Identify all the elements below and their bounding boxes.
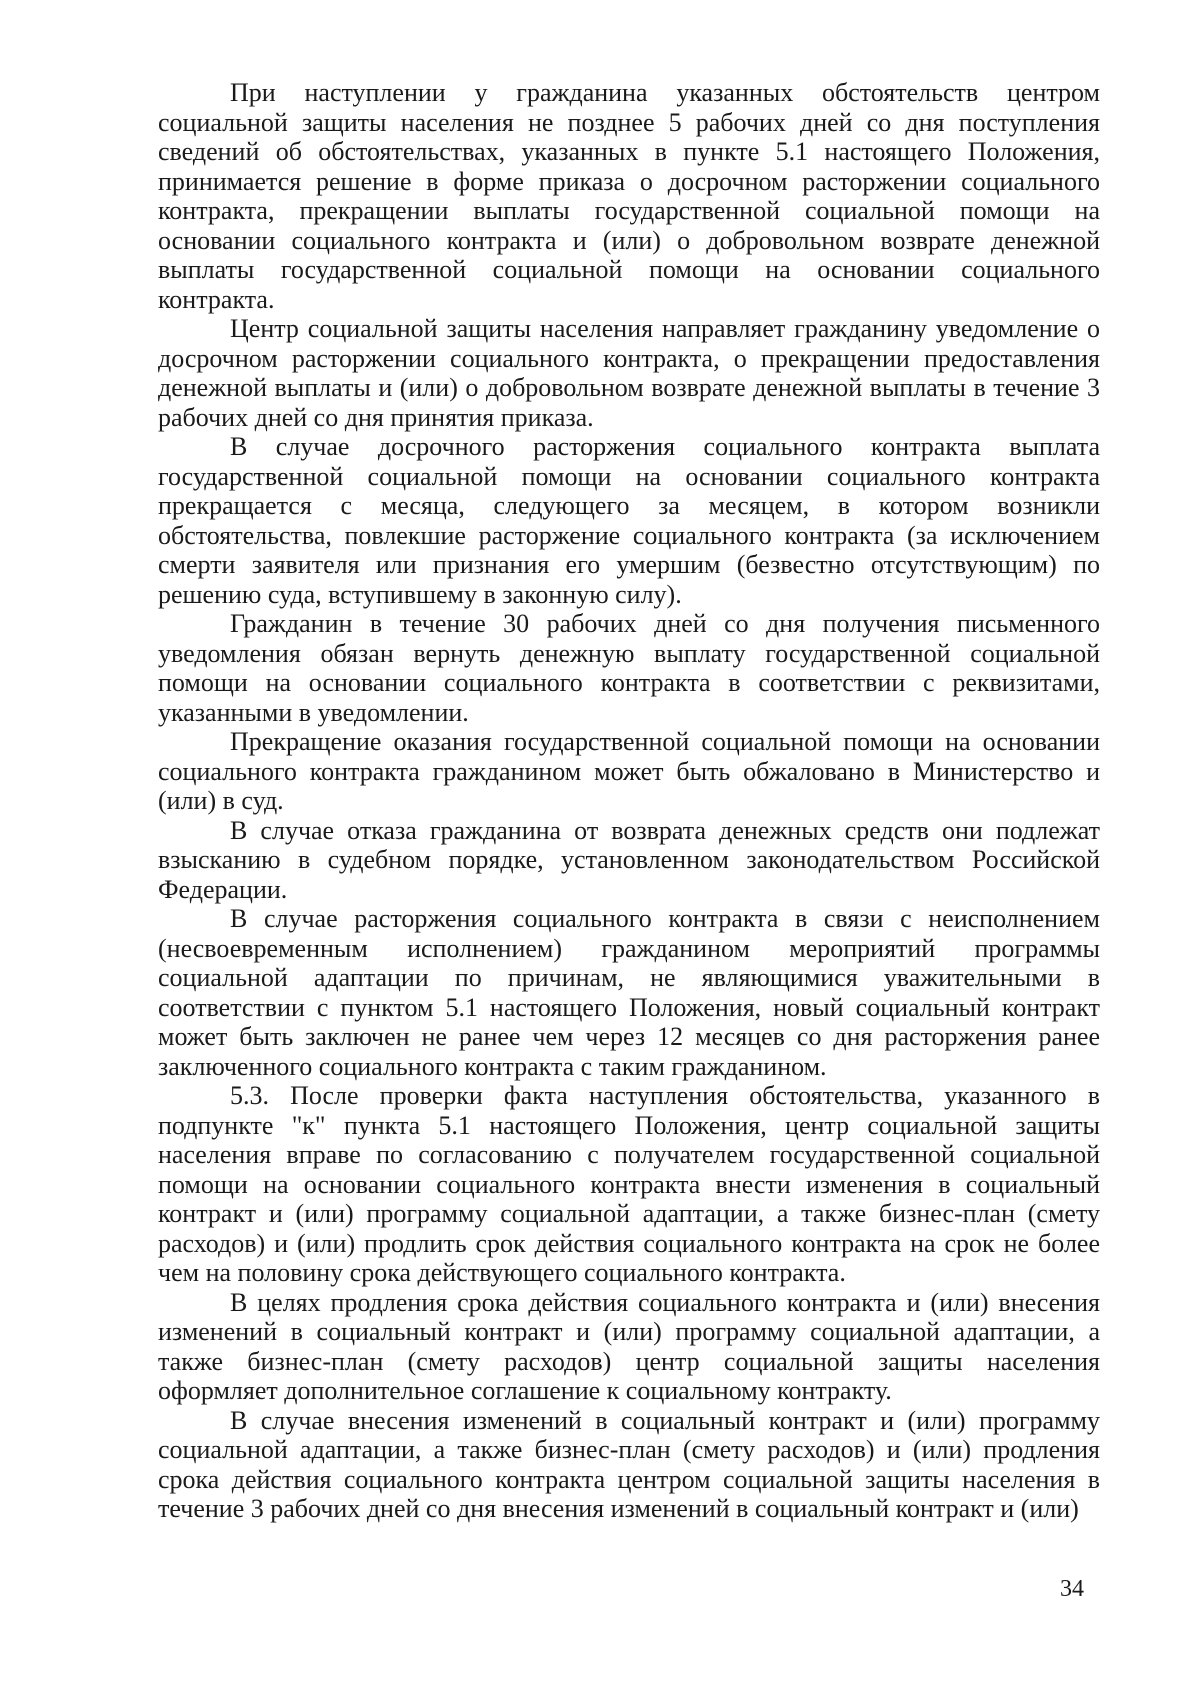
paragraph: При наступлении у гражданина указанных обстоятельств центром социальной защиты населения не позднее 5 рабочих дней со дня поступления сведений об обстоятельствах, указанных в пункте 5.1 настоящего Положения, принимается решение в форме приказа о досрочном расторжении социального контракта, прекращении выплаты государственной социальной помощи на основании социального контракта и (или) о добровольном возврате денежной выплаты государственной социальной помощи на основании социального контракта.: [158, 78, 1100, 314]
page-number: 34: [1060, 1576, 1084, 1602]
paragraph: Гражданин в течение 30 рабочих дней со дня получения письменного уведомления обязан вернуть денежную выплату государственной социальной помощи на основании социального контракта в соответствии с реквизитами, указанными в уведомлении.: [158, 609, 1100, 727]
paragraph: В случае расторжения социального контракта в связи с неисполнением (несвоевременным исполнением) гражданином мероприятий программы социальной адаптации по причинам, не являющимися уважительными в соответствии с пунктом 5.1 настоящего Положения, новый социальный контракт может быть заключен не ранее чем через 12 месяцев со дня расторжения ранее заключенного социального контракта с таким гражданином.: [158, 904, 1100, 1081]
paragraph: В случае досрочного расторжения социального контракта выплата государственной социальной помощи на основании социального контракта прекращается с месяца, следующего за месяцем, в котором возникли обстоятельства, повлекшие расторжение социального контракта (за исключением смерти заявителя или признания его умершим (безвестно отсутствующим) по решению суда, вступившему в законную силу).: [158, 432, 1100, 609]
paragraph: В случае отказа гражданина от возврата денежных средств они подлежат взысканию в судебном порядке, установленном законодательством Российской Федерации.: [158, 815, 1100, 904]
paragraph: В целях продления срока действия социального контракта и (или) внесения изменений в социальный контракт и (или) программу социальной адаптации, а также бизнес-план (смету расходов) центр социальной защиты населения оформляет дополнительное соглашение к социальному контракту.: [158, 1287, 1100, 1405]
paragraph: В случае внесения изменений в социальный контракт и (или) программу социальной адаптации, а также бизнес-план (смету расходов) и (или) продления срока действия социального контракта центром социальной защиты населения в течение 3 рабочих дней со дня внесения изменений в социальный контракт и (или): [158, 1405, 1100, 1523]
paragraph: Центр социальной защиты населения направляет гражданину уведомление о досрочном расторжении социального контракта, о прекращении предоставления денежной выплаты и (или) о добровольном возврате денежной выплаты в течение 3 рабочих дней со дня принятия приказа.: [158, 314, 1100, 432]
paragraph-section-5-3: 5.3. После проверки факта наступления обстоятельства, указанного в подпункте "к" пункта 5.1 настоящего Положения, центр социальной защиты населения вправе по согласованию с получателем государственной социальной помощи на основании социального контракта внести изменения в социальный контракт и (или) программу социальной адаптации, а также бизнес-план (смету расходов) и (или) продлить срок действия социального контракта на срок не более чем на половину срока действующего социального контракта.: [158, 1081, 1100, 1287]
paragraph: Прекращение оказания государственной социальной помощи на основании социального контракта гражданином может быть обжаловано в Министерство и (или) в суд.: [158, 727, 1100, 815]
document-page: [158, 78, 1100, 1598]
